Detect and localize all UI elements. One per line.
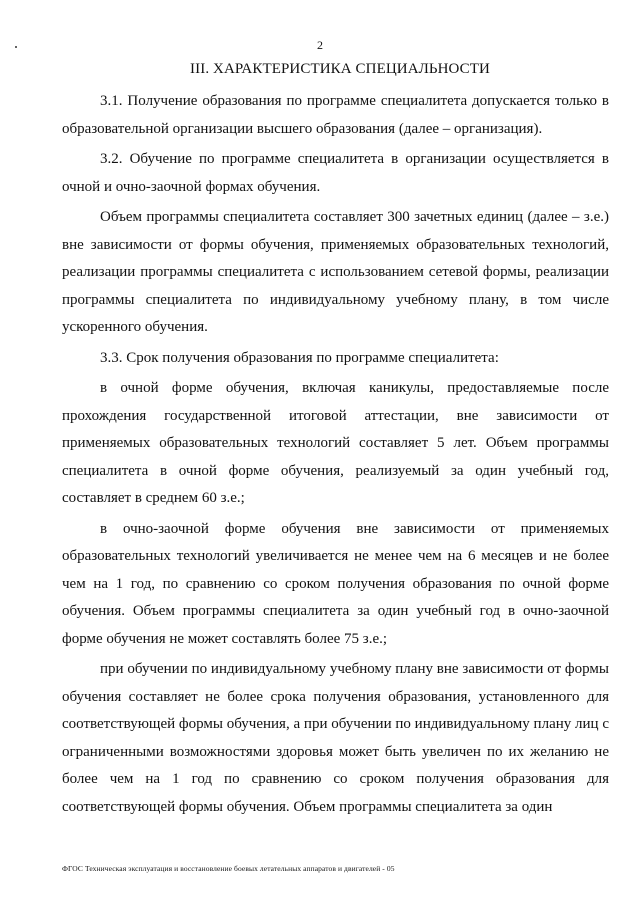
page-footer: ФГОС Техническая эксплуатация и восстановление боевых летательных аппаратов и двигателей - 05 [62, 864, 395, 873]
paragraph-program-volume: Объем программы специалитета составляет 300 зачетных единиц (далее – з.е.) вне зависимости от формы обучения, применяемых образовательных технологий, реализации программы специалитета с использованием сетевой формы, реализации программы специалитета по индивидуальному учебному плану, в том числе ускоренного обучения. [62, 209, 609, 335]
paragraph-individual-plan: при обучении по индивидуальному учебному плану вне зависимости от формы обучения составляет не более срока получения образования, установленного для соответствующей формы обучения, а при обучении по индивидуальному плану лиц с ограниченными возможностями здоровья может быть увеличен по их желанию не более чем на 1 год по сравнению со сроком получения образования для соответствующей формы обучения. Объем программы специалитета за один [62, 661, 609, 815]
document-body [62, 88, 609, 824]
section-heading: III. ХАРАКТЕРИСТИКА СПЕЦИАЛЬНОСТИ [190, 61, 490, 77]
paragraph-full-time: в очной форме обучения, включая каникулы, предоставляемые после прохождения государственной итоговой аттестации, вне зависимости от применяемых образовательных технологий составляет 5 лет. Объем программы специалитета в очной форме обучения, реализуемый за один учебный год, составляет в среднем 60 з.е.; [62, 380, 609, 506]
paragraph-part-time: в очно-заочной форме обучения вне зависимости от применяемых образовательных технологий увеличивается не менее чем на 6 месяцев и не более чем на 1 год, по сравнению со сроком получения образования по очной форме обучения. Объем программы специалитета за один учебный год в очно-заочной форме обучения не может составлять более 75 з.е.; [62, 520, 609, 647]
page-number: 2 [317, 38, 323, 52]
paragraph-3-2: 3.2. Обучение по программе специалитета в организации осуществляется в очной и очно-заочной формах обучения. [62, 151, 609, 195]
paragraph-3-3: 3.3. Срок получения образования по программе специалитета: [100, 349, 499, 366]
paragraph-3-1: 3.1. Получение образования по программе специалитета допускается только в образовательной организации высшего образования (далее – организация). [62, 93, 609, 137]
